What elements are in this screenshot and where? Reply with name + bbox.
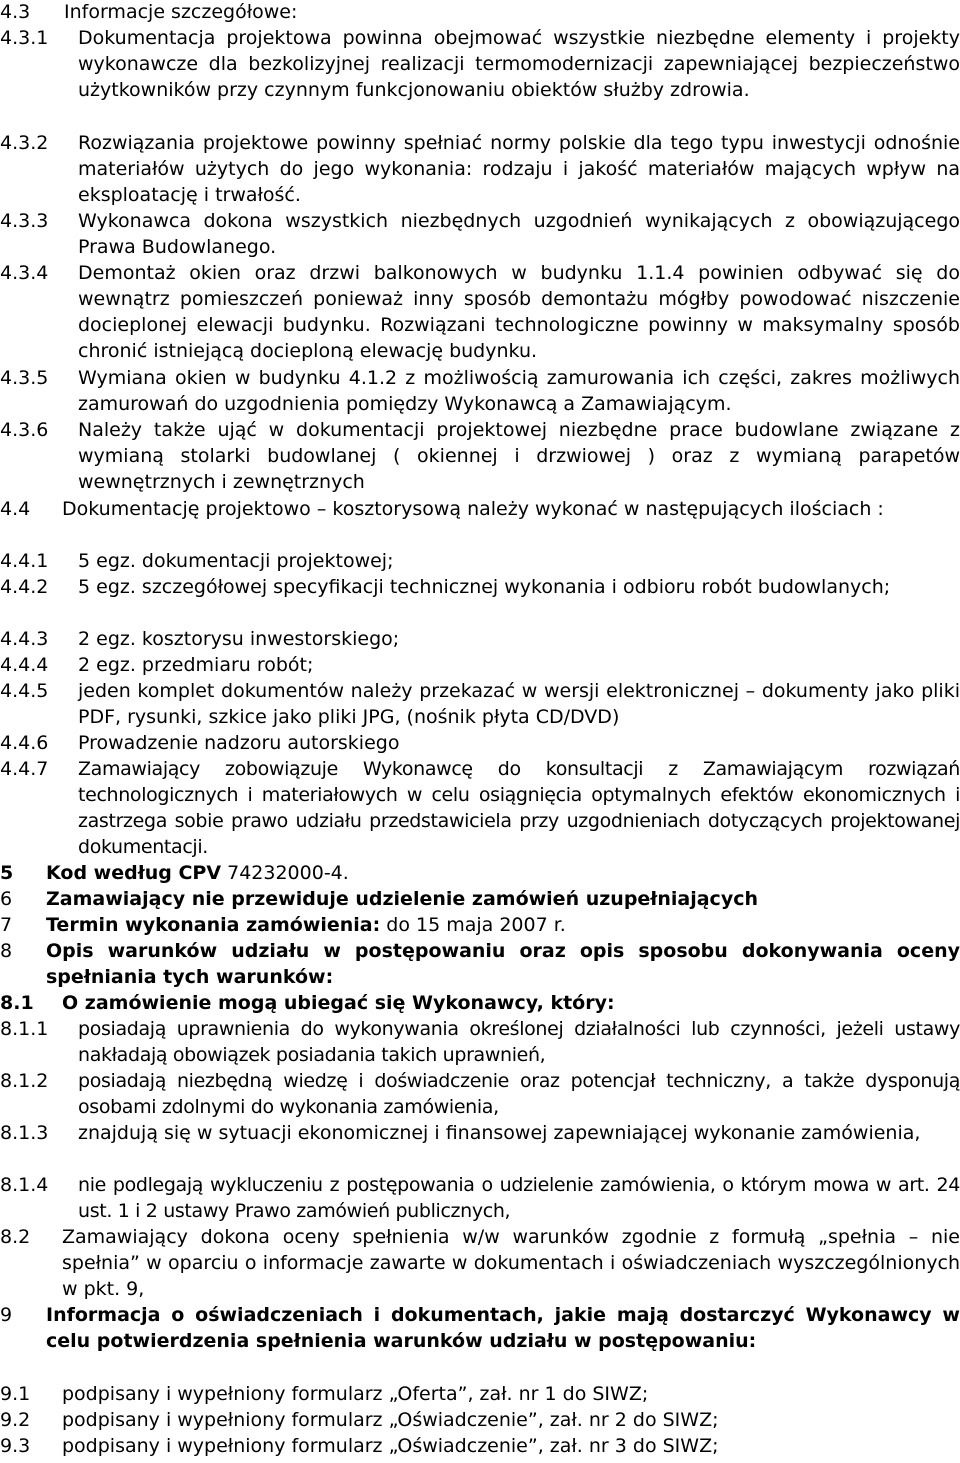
section-8-1-4 bbox=[0, 1172, 960, 1224]
section-4-4-3 bbox=[0, 626, 960, 652]
section-number: 4.4.4 bbox=[0, 654, 49, 676]
section-text: 5 egz. dokumentacji projektowej; bbox=[78, 550, 394, 572]
section-heading: Zamawiający nie przewiduje udzielenie zamówień uzupełniających bbox=[46, 888, 758, 910]
section-text: Rozwiązania projektowe powinny spełniać normy polskie dla tego typu inwestycji odnośnie materiałów użytych do jego wykonania: rodzaju i jakość materiałów mających wpływ na eksploatację i trwałość. bbox=[78, 132, 960, 206]
section-8-1-3 bbox=[0, 1120, 960, 1146]
section-heading: Opis warunków udziału w postępowaniu oraz opis sposobu dokonywania oceny spełniania tych warunków: bbox=[46, 940, 960, 988]
section-number: 4.4.2 bbox=[0, 576, 49, 598]
section-4-3-4 bbox=[0, 260, 960, 364]
section-text: podpisany i wypełniony formularz „Oświadczenie”, zał. nr 2 do SIWZ; bbox=[62, 1409, 719, 1431]
section-8-1 bbox=[0, 990, 960, 1016]
section-heading: Informacja o oświadczeniach i dokumentach, jakie mają dostarczyć Wykonawcy w celu potwierdzenia spełnienia warunków udziału w postępowaniu: bbox=[46, 1304, 960, 1352]
section-text: posiadają niezbędną wiedzę i doświadczenie oraz potencjał techniczny, a także dysponują osobami zdolnymi do wykonania zamówienia, bbox=[78, 1070, 960, 1118]
section-number: 8.1.4 bbox=[0, 1174, 49, 1196]
section-text: Zamawiający dokona oceny spełnienia w/w warunków zgodnie z formułą „spełnia – nie spełnia” w oparciu o informacje zawarte w dokumentach i oświadczeniach wyszczególnionych w pkt. 9, bbox=[62, 1226, 960, 1300]
section-4-3-1 bbox=[0, 25, 960, 103]
section-4-3-3 bbox=[0, 208, 960, 260]
section-number: 7 bbox=[0, 914, 13, 936]
section-4-3 bbox=[0, 0, 960, 25]
section-text: Dokumentację projektowo – kosztorysową należy wykonać w następujących ilościach : bbox=[62, 498, 884, 520]
section-text: znajdują się w sytuacji ekonomicznej i finansowej zapewniającej wykonanie zamówienia, bbox=[78, 1122, 921, 1144]
section-text: Należy także ująć w dokumentacji projektowej niezbędne prace budowlane związane z wymianą stolarki budowlanej ( okiennej i drzwiowej ) oraz z wymianą parapetów wewnętrznych i zewnętrznych bbox=[78, 419, 960, 493]
section-9 bbox=[0, 1302, 960, 1354]
section-text: Prowadzenie nadzoru autorskiego bbox=[78, 732, 400, 754]
section-number: 4.3.6 bbox=[0, 419, 49, 441]
section-5 bbox=[0, 860, 960, 886]
section-heading: O zamówienie mogą ubiegać się Wykonawcy, który: bbox=[62, 992, 615, 1014]
section-number: 8.2 bbox=[0, 1226, 31, 1248]
section-number: 9 bbox=[0, 1304, 13, 1326]
section-number: 9.3 bbox=[0, 1435, 31, 1457]
section-8 bbox=[0, 938, 960, 990]
section-8-1-1 bbox=[0, 1016, 960, 1068]
section-text: Wymiana okien w budynku 4.1.2 z możliwością zamurowania ich części, zakres możliwych zamurowań do uzgodnienia pomiędzy Wykonawcą a Zamawiającym. bbox=[78, 367, 960, 415]
section-text: Wykonawca dokona wszystkich niezbędnych uzgodnień wynikających z obowiązującego Prawa Budowlanego. bbox=[78, 210, 960, 258]
section-heading-suffix: 74232000-4. bbox=[221, 862, 349, 884]
section-4-3-6 bbox=[0, 417, 960, 495]
section-text: podpisany i wypełniony formularz „Oświadczenie”, zał. nr 3 do SIWZ; bbox=[62, 1435, 719, 1457]
section-7 bbox=[0, 912, 960, 938]
section-number: 5 bbox=[0, 862, 14, 884]
section-number: 8.1.1 bbox=[0, 1018, 49, 1040]
section-text: nie podlegają wykluczeniu z postępowania o udzielenie zamówienia, o którym mowa w art. 24 ust. 1 i 2 ustawy Prawo zamówień publicznych, bbox=[78, 1174, 960, 1222]
section-4-3-5 bbox=[0, 365, 960, 417]
section-number: 4.3.3 bbox=[0, 210, 49, 232]
section-heading-suffix: do 15 maja 2007 r. bbox=[380, 914, 566, 936]
section-text: 2 egz. kosztorysu inwestorskiego; bbox=[78, 628, 400, 650]
section-9-3 bbox=[0, 1433, 960, 1459]
section-text: jeden komplet dokumentów należy przekazać w wersji elektronicznej – dokumenty jako pliki PDF, rysunki, szkice jako pliki JPG, (nośnik płyta CD/DVD) bbox=[78, 680, 960, 728]
section-number: 6 bbox=[0, 888, 13, 910]
section-4-4-6 bbox=[0, 730, 960, 756]
section-text: posiadają uprawnienia do wykonywania określonej działalności lub czynności, jeżeli ustawy nakładają obowiązek posiadania takich uprawnień, bbox=[78, 1018, 960, 1066]
section-text: podpisany i wypełniony formularz „Oferta”, zał. nr 1 do SIWZ; bbox=[62, 1383, 649, 1405]
section-text bbox=[46, 1302, 960, 1354]
section-4-4-5 bbox=[0, 678, 960, 730]
section-number: 8.1 bbox=[0, 992, 34, 1014]
section-number: 4.4.1 bbox=[0, 550, 49, 572]
section-number: 4.3.5 bbox=[0, 367, 49, 389]
section-4-4-7 bbox=[0, 756, 960, 860]
section-text bbox=[46, 938, 960, 990]
section-number: 4.3.2 bbox=[0, 132, 49, 154]
section-number: 9.2 bbox=[0, 1409, 31, 1431]
section-text: Dokumentacja projektowa powinna obejmować wszystkie niezbędne elementy i projekty wykonawcze dla bezkolizyjnej realizacji termomodernizacji zapewniającej bezpieczeństwo użytkowników przy czynnym funkcjonowaniu obiektów służby zdrowia. bbox=[78, 27, 960, 101]
section-text bbox=[46, 912, 960, 938]
section-9-2 bbox=[0, 1407, 960, 1433]
section-text: Informacje szczegółowe: bbox=[64, 1, 298, 23]
section-number: 4.4.7 bbox=[0, 758, 49, 780]
section-text: Zamawiający zobowiązuje Wykonawcę do konsultacji z Zamawiającym rozwiązań technologicznych i materiałowych w celu osiągnięcia optymalnych efektów ekonomicznych i zastrzega sobie prawo udziału przedstawiciela przy uzgodnieniach dotyczących projektowanej dokumentacji. bbox=[78, 758, 960, 858]
section-text: 2 egz. przedmiaru robót; bbox=[78, 654, 314, 676]
section-number: 4.4 bbox=[0, 498, 31, 520]
section-4-4 bbox=[0, 496, 960, 522]
section-number: 8 bbox=[0, 940, 13, 962]
section-9-1 bbox=[0, 1381, 960, 1407]
section-number: 4.4.6 bbox=[0, 732, 49, 754]
section-heading: Termin wykonania zamówienia: bbox=[46, 914, 381, 936]
section-number: 4.3.1 bbox=[0, 27, 49, 49]
section-text bbox=[46, 860, 960, 886]
section-8-1-2 bbox=[0, 1068, 960, 1120]
section-8-2 bbox=[0, 1224, 960, 1302]
section-text: Demontaż okien oraz drzwi balkonowych w budynku 1.1.4 powinien odbywać się do wewnątrz pomieszczeń ponieważ inny sposób demontażu mógłby powodować niszczenie docieplonej elewacji budynku. Rozwiązani technologiczne powinny w maksymalny sposób chronić istniejącą docieploną elewację budynku. bbox=[78, 262, 960, 362]
section-number: 4.3 bbox=[0, 1, 31, 23]
section-4-3-2 bbox=[0, 130, 960, 208]
section-number: 4.3.4 bbox=[0, 262, 49, 284]
section-number: 4.4.3 bbox=[0, 628, 49, 650]
section-6 bbox=[0, 886, 960, 912]
section-text: 5 egz. szczegółowej specyfikacji technicznej wykonania i odbioru robót budowlanych; bbox=[78, 576, 891, 598]
section-number: 8.1.2 bbox=[0, 1070, 49, 1092]
section-4-4-2 bbox=[0, 574, 960, 600]
section-text bbox=[62, 990, 960, 1016]
section-text bbox=[46, 886, 960, 912]
section-4-4-1 bbox=[0, 548, 960, 574]
section-number: 9.1 bbox=[0, 1383, 31, 1405]
section-number: 4.4.5 bbox=[0, 680, 49, 702]
section-heading: Kod według CPV bbox=[46, 862, 222, 884]
section-4-4-4 bbox=[0, 652, 960, 678]
section-number: 8.1.3 bbox=[0, 1122, 49, 1144]
